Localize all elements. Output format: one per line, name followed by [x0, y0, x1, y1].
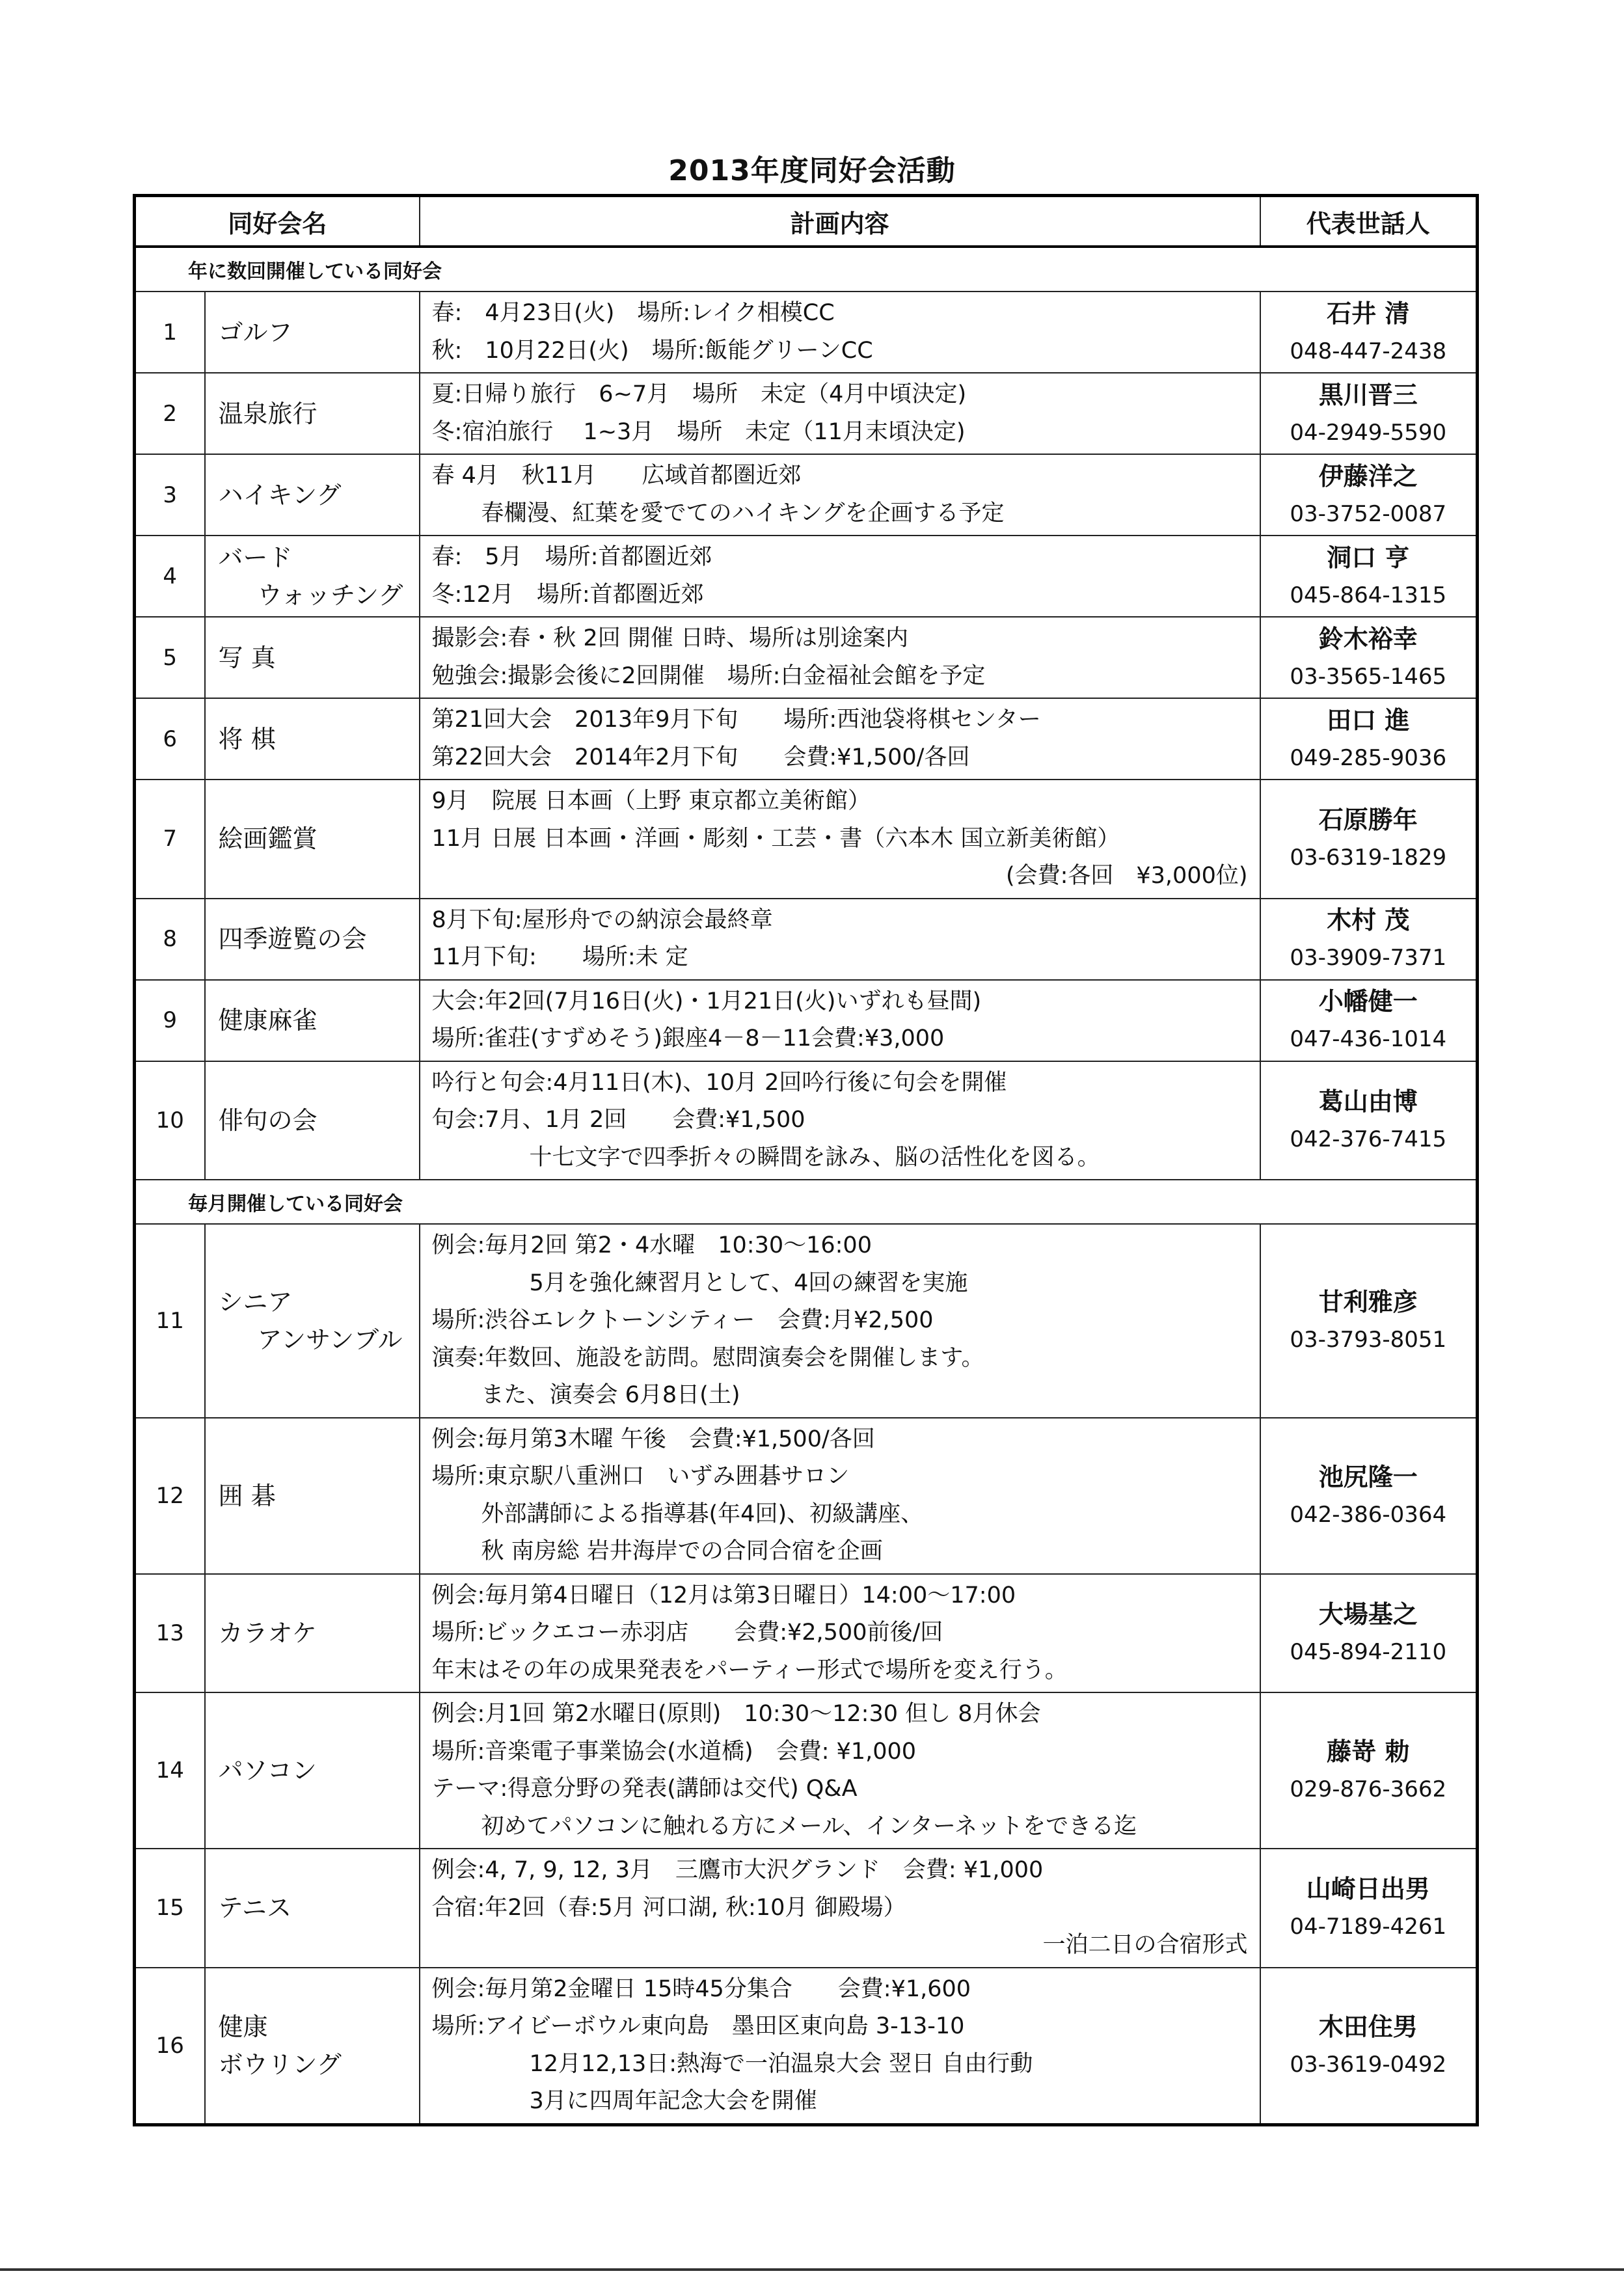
representative-name: 藤嵜 勅	[1327, 1737, 1410, 1766]
page-title: 2013年度同好会活動	[668, 154, 956, 187]
plan-line: 11月 日展 日本画・洋画・彫刻・工芸・書（六本木 国立新美術館）	[431, 825, 1120, 852]
club-name	[205, 454, 420, 536]
club-number: 3	[135, 454, 205, 536]
plan-line: 第21回大会 2013年9月下旬 場所:西池袋将棋センター	[431, 707, 1041, 733]
plan-line: 冬:12月 場所:首都圏近郊	[431, 581, 704, 608]
club-name-line: 俳句の会	[218, 1106, 318, 1135]
plan-line: 9月 院展 日本画（上野 東京都立美術館）	[431, 788, 871, 814]
club-name	[205, 1061, 420, 1180]
representative-phone: 03-3793-8051	[1290, 1326, 1447, 1353]
plan-line: 場所:雀荘(すずめそう)銀座4－8－11会費:¥3,000	[431, 1025, 945, 1052]
club-number: 1	[135, 292, 205, 373]
plan-content	[420, 899, 1260, 980]
representative-phone: 045-894-2110	[1290, 1638, 1447, 1665]
plan-line: 吟行と句会:4月11日(木)、10月 2回吟行後に句会を開催	[431, 1069, 1007, 1096]
club-name	[205, 780, 420, 899]
representative	[1260, 454, 1478, 536]
club-number: 15	[135, 1849, 205, 1968]
club-name	[205, 292, 420, 373]
representative	[1260, 1968, 1478, 2125]
table-row	[135, 1574, 1478, 1693]
plan-line: 春欄漫、紅葉を愛でてのハイキングを企画する予定	[481, 500, 1005, 526]
plan-line: 例会:毎月第4日曜日（12月は第3日曜日）14:00～17:00	[431, 1582, 1016, 1608]
table-row	[135, 980, 1478, 1061]
plan-line: 第22回大会 2014年2月下旬 会費:¥1,500/各回	[431, 744, 970, 770]
representative	[1260, 373, 1478, 454]
representative-phone: 03-3752-0087	[1290, 500, 1447, 527]
plan-content	[420, 1692, 1260, 1849]
table-row	[135, 1968, 1478, 2125]
club-number: 14	[135, 1692, 205, 1849]
representative-name: 大場基之	[1318, 1599, 1418, 1629]
plan-line: 春 4月 秋11月 広域首都圏近郊	[431, 463, 802, 489]
representative-name: 葛山由博	[1318, 1087, 1418, 1116]
plan-line: 例会:毎月第3木曜 午後 会費:¥1,500/各回	[431, 1426, 875, 1452]
plan-line: 8月下旬:屋形舟での納涼会最終章	[431, 906, 773, 933]
plan-content	[420, 617, 1260, 698]
representative	[1260, 1574, 1478, 1693]
plan-line: 外部講師による指導碁(年4回)、初級講座、	[481, 1500, 924, 1527]
club-name-line: ウォッチング	[257, 580, 403, 610]
club-name-line: 健康麻雀	[218, 1006, 318, 1035]
club-name	[205, 617, 420, 698]
representative-phone: 048-447-2438	[1290, 338, 1447, 364]
representative-name: 山崎日出男	[1306, 1875, 1430, 1904]
plan-line: 冬:宿泊旅行 1~3月 場所 未定（11月末頃決定)	[431, 418, 966, 445]
section-yearly	[135, 247, 1478, 292]
representative-phone: 029-876-3662	[1290, 1776, 1447, 1802]
plan-content	[420, 698, 1260, 780]
representative-phone: 03-6319-1829	[1290, 845, 1447, 871]
table-body	[135, 247, 1478, 2124]
representative	[1260, 292, 1478, 373]
representative-name: 甘利雅彦	[1318, 1287, 1418, 1316]
representative-name: 鈴木裕幸	[1318, 624, 1418, 653]
plan-line: 例会:毎月第2金曜日 15時45分集合 会費:¥1,600	[431, 1975, 971, 2002]
plan-content	[420, 980, 1260, 1061]
table-row	[135, 1418, 1478, 1574]
plan-line: 合宿:年2回（春:5月 河口湖, 秋:10月 御殿場）	[431, 1894, 906, 1921]
plan-line: 春: 4月23日(火) 場所:レイク相模CC	[431, 300, 835, 326]
club-name	[205, 980, 420, 1061]
representative-phone: 042-386-0364	[1290, 1501, 1447, 1528]
plan-line: 年末はその年の成果発表をパーティー形式で場所を変え行う。	[431, 1657, 1068, 1683]
plan-content	[420, 780, 1260, 899]
table-row	[135, 536, 1478, 617]
club-number: 7	[135, 780, 205, 899]
table-row	[135, 780, 1478, 899]
section-heading: 毎月開催している同好会	[135, 1180, 1478, 1224]
representative-name: 洞口 亨	[1327, 543, 1410, 572]
representative-name: 田口 進	[1327, 705, 1410, 735]
plan-line: 場所:東京駅八重洲口 いずみ囲碁サロン	[431, 1463, 850, 1489]
header-club-name: 同好会名	[135, 196, 420, 247]
club-name-line: ハイキング	[218, 480, 342, 509]
representative-phone: 03-3619-0492	[1290, 2051, 1447, 2078]
representative-phone: 03-3565-1465	[1290, 663, 1447, 690]
representative-phone: 04-7189-4261	[1290, 1914, 1447, 1940]
club-name	[205, 1418, 420, 1574]
plan-line: 夏:日帰り旅行 6~7月 場所 未定（4月中頃決定)	[431, 381, 967, 407]
representative-phone: 04-2949-5590	[1290, 419, 1447, 446]
club-name	[205, 373, 420, 454]
plan-line: 演奏:年数回、施設を訪問。慰問演奏会を開催します。	[431, 1344, 984, 1371]
club-name-line: バード	[218, 543, 293, 572]
club-number: 9	[135, 980, 205, 1061]
plan-content	[420, 1061, 1260, 1180]
table-row	[135, 1849, 1478, 1968]
representative	[1260, 698, 1478, 780]
club-name	[205, 1574, 420, 1693]
club-number: 12	[135, 1418, 205, 1574]
plan-line: 春: 5月 場所:首都圏近郊	[431, 544, 712, 570]
representative-name: 池尻隆一	[1318, 1462, 1418, 1491]
table-row	[135, 617, 1478, 698]
table-row	[135, 1224, 1478, 1418]
table-row	[135, 373, 1478, 454]
representative-phone: 045-864-1315	[1290, 582, 1447, 608]
representative-name: 石井 清	[1327, 299, 1410, 328]
representative-name: 木村 茂	[1327, 906, 1410, 934]
plan-line: 場所:ビックエコー赤羽店 会費:¥2,500前後/回	[431, 1620, 943, 1646]
club-name	[205, 1849, 420, 1968]
header-representative: 代表世話人	[1260, 196, 1478, 247]
club-name-line: 絵画鑑賞	[218, 824, 318, 854]
table-row	[135, 292, 1478, 373]
club-name	[205, 899, 420, 980]
club-name-line: 写 真	[218, 643, 276, 672]
plan-line: 例会:4, 7, 9, 12, 3月 三鷹市大沢グランド 会費: ¥1,000	[431, 1857, 1044, 1883]
club-name-line: ボウリング	[218, 2050, 342, 2079]
plan-line: 場所:音楽電子事業協会(水道橋) 会費: ¥1,000	[431, 1738, 917, 1765]
plan-content	[420, 1574, 1260, 1693]
club-number: 16	[135, 1968, 205, 2125]
representative	[1260, 1061, 1478, 1180]
section-heading: 年に数回開催している同好会	[135, 247, 1478, 292]
representative	[1260, 1692, 1478, 1849]
table-row	[135, 1061, 1478, 1180]
plan-content	[420, 373, 1260, 454]
club-number: 8	[135, 899, 205, 980]
club-number: 5	[135, 617, 205, 698]
representative-phone: 042-376-7415	[1290, 1126, 1447, 1152]
club-name-line: パソコン	[218, 1756, 317, 1785]
club-name-line: 将 棋	[218, 724, 276, 753]
plan-line: 場所:渋谷エレクトーンシティー 会費:月¥2,500	[431, 1307, 934, 1333]
plan-line: 十七文字で四季折々の瞬間を詠み、脳の活性化を図る。	[529, 1144, 1100, 1171]
club-name-line: 健康	[218, 2012, 268, 2041]
club-name-line: ゴルフ	[218, 318, 293, 347]
plan-line: 12月12,13日:熱海で一泊温泉大会 翌日 自由行動	[529, 2050, 1033, 2077]
scan-edge-line	[0, 2268, 1624, 2271]
plan-line: テーマ:得意分野の発表(講師は交代) Q&A	[431, 1776, 858, 1802]
plan-line: 場所:アイビーボウル東向島 墨田区東向島 3-13-10	[431, 2013, 965, 2039]
plan-line: 撮影会:春・秋 2回 開催 日時、場所は別途案内	[431, 625, 908, 651]
plan-line: 5月を強化練習月として、4回の練習を実施	[529, 1269, 968, 1296]
plan-line: 11月下旬: 場所:未 定	[431, 944, 688, 970]
plan-line: また、演奏会 6月8日(土)	[481, 1382, 740, 1408]
representative	[1260, 780, 1478, 899]
club-name-line: シニア	[218, 1287, 293, 1316]
club-number: 2	[135, 373, 205, 454]
plan-content	[420, 292, 1260, 373]
plan-line: (会費:各回 ¥3,000位)	[1005, 863, 1248, 889]
club-number: 4	[135, 536, 205, 617]
plan-line: 3月に四周年記念大会を開催	[529, 2088, 817, 2114]
plan-line: 初めてパソコンに触れる方にメール、インターネットをできる迄	[481, 1813, 1137, 1839]
plan-content	[420, 1224, 1260, 1418]
plan-line: 秋 南房総 岩井海岸での合同合宿を企画	[481, 1538, 883, 1564]
representative	[1260, 980, 1478, 1061]
table-row	[135, 454, 1478, 536]
table-row	[135, 1692, 1478, 1849]
plan-line: 句会:7月、1月 2回 会費:¥1,500	[431, 1107, 805, 1133]
club-name-line: テニス	[218, 1893, 291, 1923]
plan-content	[420, 454, 1260, 536]
representative-phone: 049-285-9036	[1290, 744, 1447, 771]
club-number: 11	[135, 1224, 205, 1418]
club-name	[205, 698, 420, 780]
club-name-line: 囲 碁	[218, 1481, 276, 1510]
representative-name: 伊藤洋之	[1318, 461, 1418, 491]
club-name-line: アンサンブル	[257, 1325, 403, 1354]
club-number: 10	[135, 1061, 205, 1180]
representative	[1260, 899, 1478, 980]
table-row	[135, 698, 1478, 780]
representative	[1260, 617, 1478, 698]
representative-phone: 047-436-1014	[1290, 1026, 1447, 1052]
table-row	[135, 899, 1478, 980]
header-plan: 計画内容	[420, 196, 1260, 247]
representative	[1260, 1224, 1478, 1418]
club-name	[205, 1224, 420, 1418]
plan-content	[420, 1849, 1260, 1968]
representative	[1260, 536, 1478, 617]
plan-line: 例会:月1回 第2水曜日(原則) 10:30～12:30 但し 8月休会	[431, 1701, 1041, 1727]
section-monthly	[135, 1180, 1478, 1224]
plan-content	[420, 1418, 1260, 1574]
plan-line: 一泊二日の合宿形式	[1042, 1932, 1248, 1958]
plan-line: 秋: 10月22日(火) 場所:飯能グリーンCC	[431, 337, 873, 364]
plan-content	[420, 1968, 1260, 2125]
representative	[1260, 1849, 1478, 1968]
club-name-line: 温泉旅行	[218, 399, 318, 428]
representative-name: 石原勝年	[1318, 806, 1418, 835]
club-name	[205, 1692, 420, 1849]
plan-content	[420, 536, 1260, 617]
representative-name: 小幡健一	[1318, 987, 1418, 1016]
representative-name: 木田住男	[1318, 2012, 1418, 2041]
club-name-line: カラオケ	[218, 1618, 317, 1648]
table-header-row	[135, 196, 1478, 247]
club-name	[205, 1968, 420, 2125]
plan-line: 大会:年2回(7月16日(火)・1月21日(火)いずれも昼間)	[431, 988, 982, 1014]
club-number: 13	[135, 1574, 205, 1693]
club-name	[205, 536, 420, 617]
plan-line: 例会:毎月2回 第2・4水曜 10:30～16:00	[431, 1232, 872, 1258]
representative-phone: 03-3909-7371	[1290, 945, 1447, 971]
club-number: 6	[135, 698, 205, 780]
representative	[1260, 1418, 1478, 1574]
representative-name: 黒川晋三	[1318, 380, 1418, 409]
club-name-line: 四季遊覧の会	[218, 925, 367, 953]
club-activities-table	[133, 194, 1479, 2126]
plan-line: 勉強会:撮影会後に2回開催 場所:白金福祉会館を予定	[431, 662, 986, 689]
